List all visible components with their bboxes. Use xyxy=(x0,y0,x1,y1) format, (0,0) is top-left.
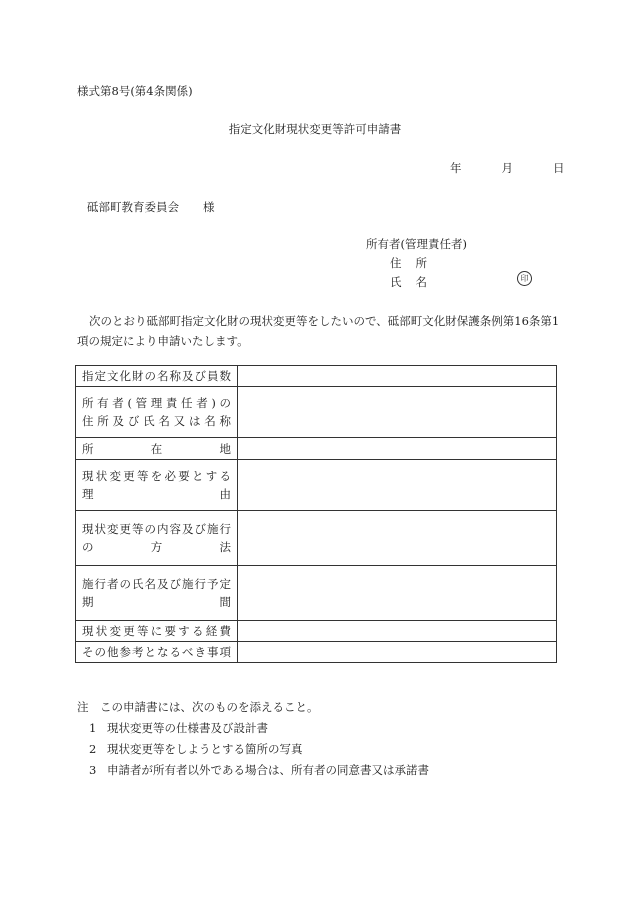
addressee-honorific: 様 xyxy=(203,200,215,214)
field-label: その他参考となるべき事項 xyxy=(76,642,238,663)
table-row xyxy=(76,387,557,438)
field-value-cell[interactable] xyxy=(238,642,557,663)
table-row xyxy=(76,511,557,566)
field-value-cell[interactable] xyxy=(238,566,557,621)
document-title: 指定文化財現状変更等許可申請書 xyxy=(228,122,402,136)
field-label: 現状変更等の内容及び施行 の方法 xyxy=(76,511,238,566)
field-label: 所在地 xyxy=(76,438,238,460)
note-number: 2 xyxy=(89,742,97,756)
date-month-label: 月 xyxy=(501,161,513,175)
table-row xyxy=(76,438,557,460)
addressee-name: 砥部町教育委員会 xyxy=(87,200,179,214)
field-label: 施行者の氏名及び施行予定 期間 xyxy=(76,566,238,621)
notes-intro: 注 この申請書には、次のものを添えること。 xyxy=(77,700,319,714)
note-text: 申請者が所有者以外である場合は、所有者の同意書又は承諾書 xyxy=(107,763,429,777)
field-label: 指定文化財の名称及び員数 xyxy=(76,366,238,387)
note-number: 1 xyxy=(89,721,97,735)
form-number: 様式第8号(第4条関係) xyxy=(77,84,193,98)
table-row xyxy=(76,366,557,387)
addressee xyxy=(87,199,215,215)
note-text: 現状変更等の仕様書及び設計書 xyxy=(107,721,268,735)
applicant-address-label: 住所 xyxy=(390,256,441,270)
field-value-cell[interactable] xyxy=(238,366,557,387)
table-row xyxy=(76,566,557,621)
table-row xyxy=(76,642,557,663)
note-text: 現状変更等をしようとする箇所の写真 xyxy=(107,742,303,756)
date-year-label: 年 xyxy=(450,161,462,175)
field-value-cell[interactable] xyxy=(238,621,557,642)
application-statement: 次のとおり砥部町指定文化財の現状変更等をしたいので、砥部町文化財保護条例第16条第1項の規定により申請いたします。 xyxy=(77,314,560,348)
note-item xyxy=(77,739,429,760)
seal-mark: 印 xyxy=(517,271,532,286)
note-item xyxy=(77,718,429,739)
note-number: 3 xyxy=(89,763,97,777)
note-item xyxy=(77,760,429,781)
table-row xyxy=(76,460,557,511)
field-value-cell[interactable] xyxy=(238,387,557,438)
field-label: 所有者(管理責任者)の 住所及び氏名又は名称 xyxy=(76,387,238,438)
applicant-name-label: 氏名 xyxy=(390,275,441,289)
applicant-heading: 所有者(管理責任者) xyxy=(366,237,467,251)
notes xyxy=(77,697,429,781)
field-label: 現状変更等を必要とする 理由 xyxy=(76,460,238,511)
field-value-cell[interactable] xyxy=(238,511,557,566)
table-row xyxy=(76,621,557,642)
field-value-cell[interactable] xyxy=(238,438,557,460)
field-label: 現状変更等に要する経費 xyxy=(76,621,238,642)
date-line xyxy=(450,160,565,176)
field-value-cell[interactable] xyxy=(238,460,557,511)
application-table xyxy=(75,365,557,663)
date-day-label: 日 xyxy=(553,161,565,175)
